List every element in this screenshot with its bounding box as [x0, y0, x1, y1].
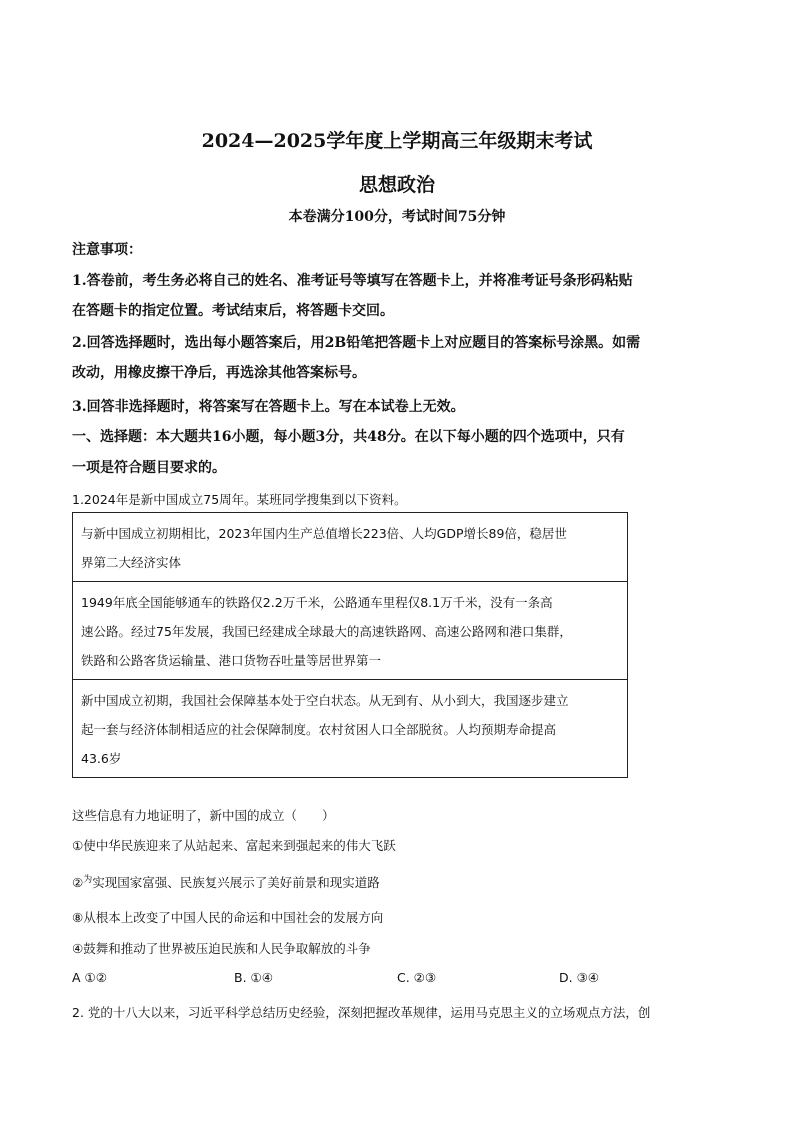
note-1-line-1: 1.答卷前，考生务必将自己的姓名、准考证号等填写在答题卡上，并将准考证号条形码粘贴	[72, 273, 633, 289]
material-cell	[73, 582, 627, 680]
note-2-line-1: 2.回答选择题时，选出每小题答案后，用2B铅笔把答题卡上对应题目的答案标号涂黑。如需	[72, 335, 641, 351]
option-d: D. ③④	[559, 970, 599, 985]
material-text: 速公路。经过75年发展，我国已经建成全球最大的高速铁路网、高速公路网和港口集群，	[81, 624, 572, 639]
subject-title: 思想政治	[358, 174, 435, 196]
option-b: B. ①④	[234, 970, 273, 985]
option-a: A ①②	[72, 970, 107, 985]
notes-heading: 注意事项：	[72, 242, 142, 258]
statement-2-superscript: 为	[83, 875, 93, 885]
note-2-line-2: 改动，用橡皮擦干净后，再选涂其他答案标号。	[72, 365, 366, 381]
material-text: 铁路和公路客货运输量、港口货物吞吐量等居世界第一	[81, 653, 382, 668]
material-cell	[73, 680, 627, 777]
statement-1: ①使中华民族迎来了从站起来、富起来到强起来的伟大飞跃	[72, 838, 396, 853]
material-text: 新中国成立初期，我国社会保障基本处于空白状态。从无到有、从小到大，我国逐步建立	[81, 693, 569, 708]
question-1-prompt: 这些信息有力地证明了，新中国的成立（ ）	[72, 808, 335, 823]
material-text: 起一套与经济体制相适应的社会保障制度。农村贫困人口全部脱贫。人均预期寿命提高	[81, 722, 557, 737]
exam-info: 本卷满分100分，考试时间75分钟	[288, 209, 506, 225]
statement-3: ⑧从根本上改变了中国人民的命运和中国社会的发展方向	[72, 910, 384, 925]
section-heading-line-1: 一、选择题：本大题共16小题，每小题3分，共48分。在以下每小题的四个选项中，只有	[72, 429, 625, 445]
material-text: 与新中国成立初期相比，2023年国内生产总值增长223倍、人均GDP增长89倍，稳居世	[81, 526, 567, 541]
material-text: 界第二大经济实体	[81, 555, 182, 570]
note-1-line-2: 在答题卡的指定位置。考试结束后，将答题卡交回。	[72, 303, 394, 319]
option-c: C. ②③	[397, 970, 437, 985]
material-cell	[73, 513, 627, 582]
section-heading-line-2: 一项是符合题目要求的。	[72, 460, 226, 476]
statement-2	[72, 872, 380, 891]
material-text: 43.6岁	[81, 751, 122, 766]
exam-title: 2024—2025学年度上学期高三年级期末考试	[201, 130, 593, 152]
question-2-stem: 2. 党的十八大以来，习近平科学总结历史经验，深刻把握改革规律，运用马克思主义的立场观点方法，创	[72, 1005, 651, 1020]
statement-2-text: 实现国家富强、民族复兴展示了美好前景和现实道路	[92, 875, 380, 891]
material-text: 1949年底全国能够通车的铁路仅2.2万千米，公路通车里程仅8.1万千米，没有一条高	[81, 595, 553, 610]
note-3: 3.回答非选择题时，将答案写在答题卡上。写在本试卷上无效。	[72, 399, 465, 415]
statement-2-mark: ②	[72, 875, 84, 891]
statement-4: ④鼓舞和推动了世界被压迫民族和人民争取解放的斗争	[72, 941, 371, 956]
material-table	[72, 512, 628, 778]
question-1-stem: 1.2024年是新中国成立75周年。某班同学搜集到以下资料。	[72, 492, 407, 507]
